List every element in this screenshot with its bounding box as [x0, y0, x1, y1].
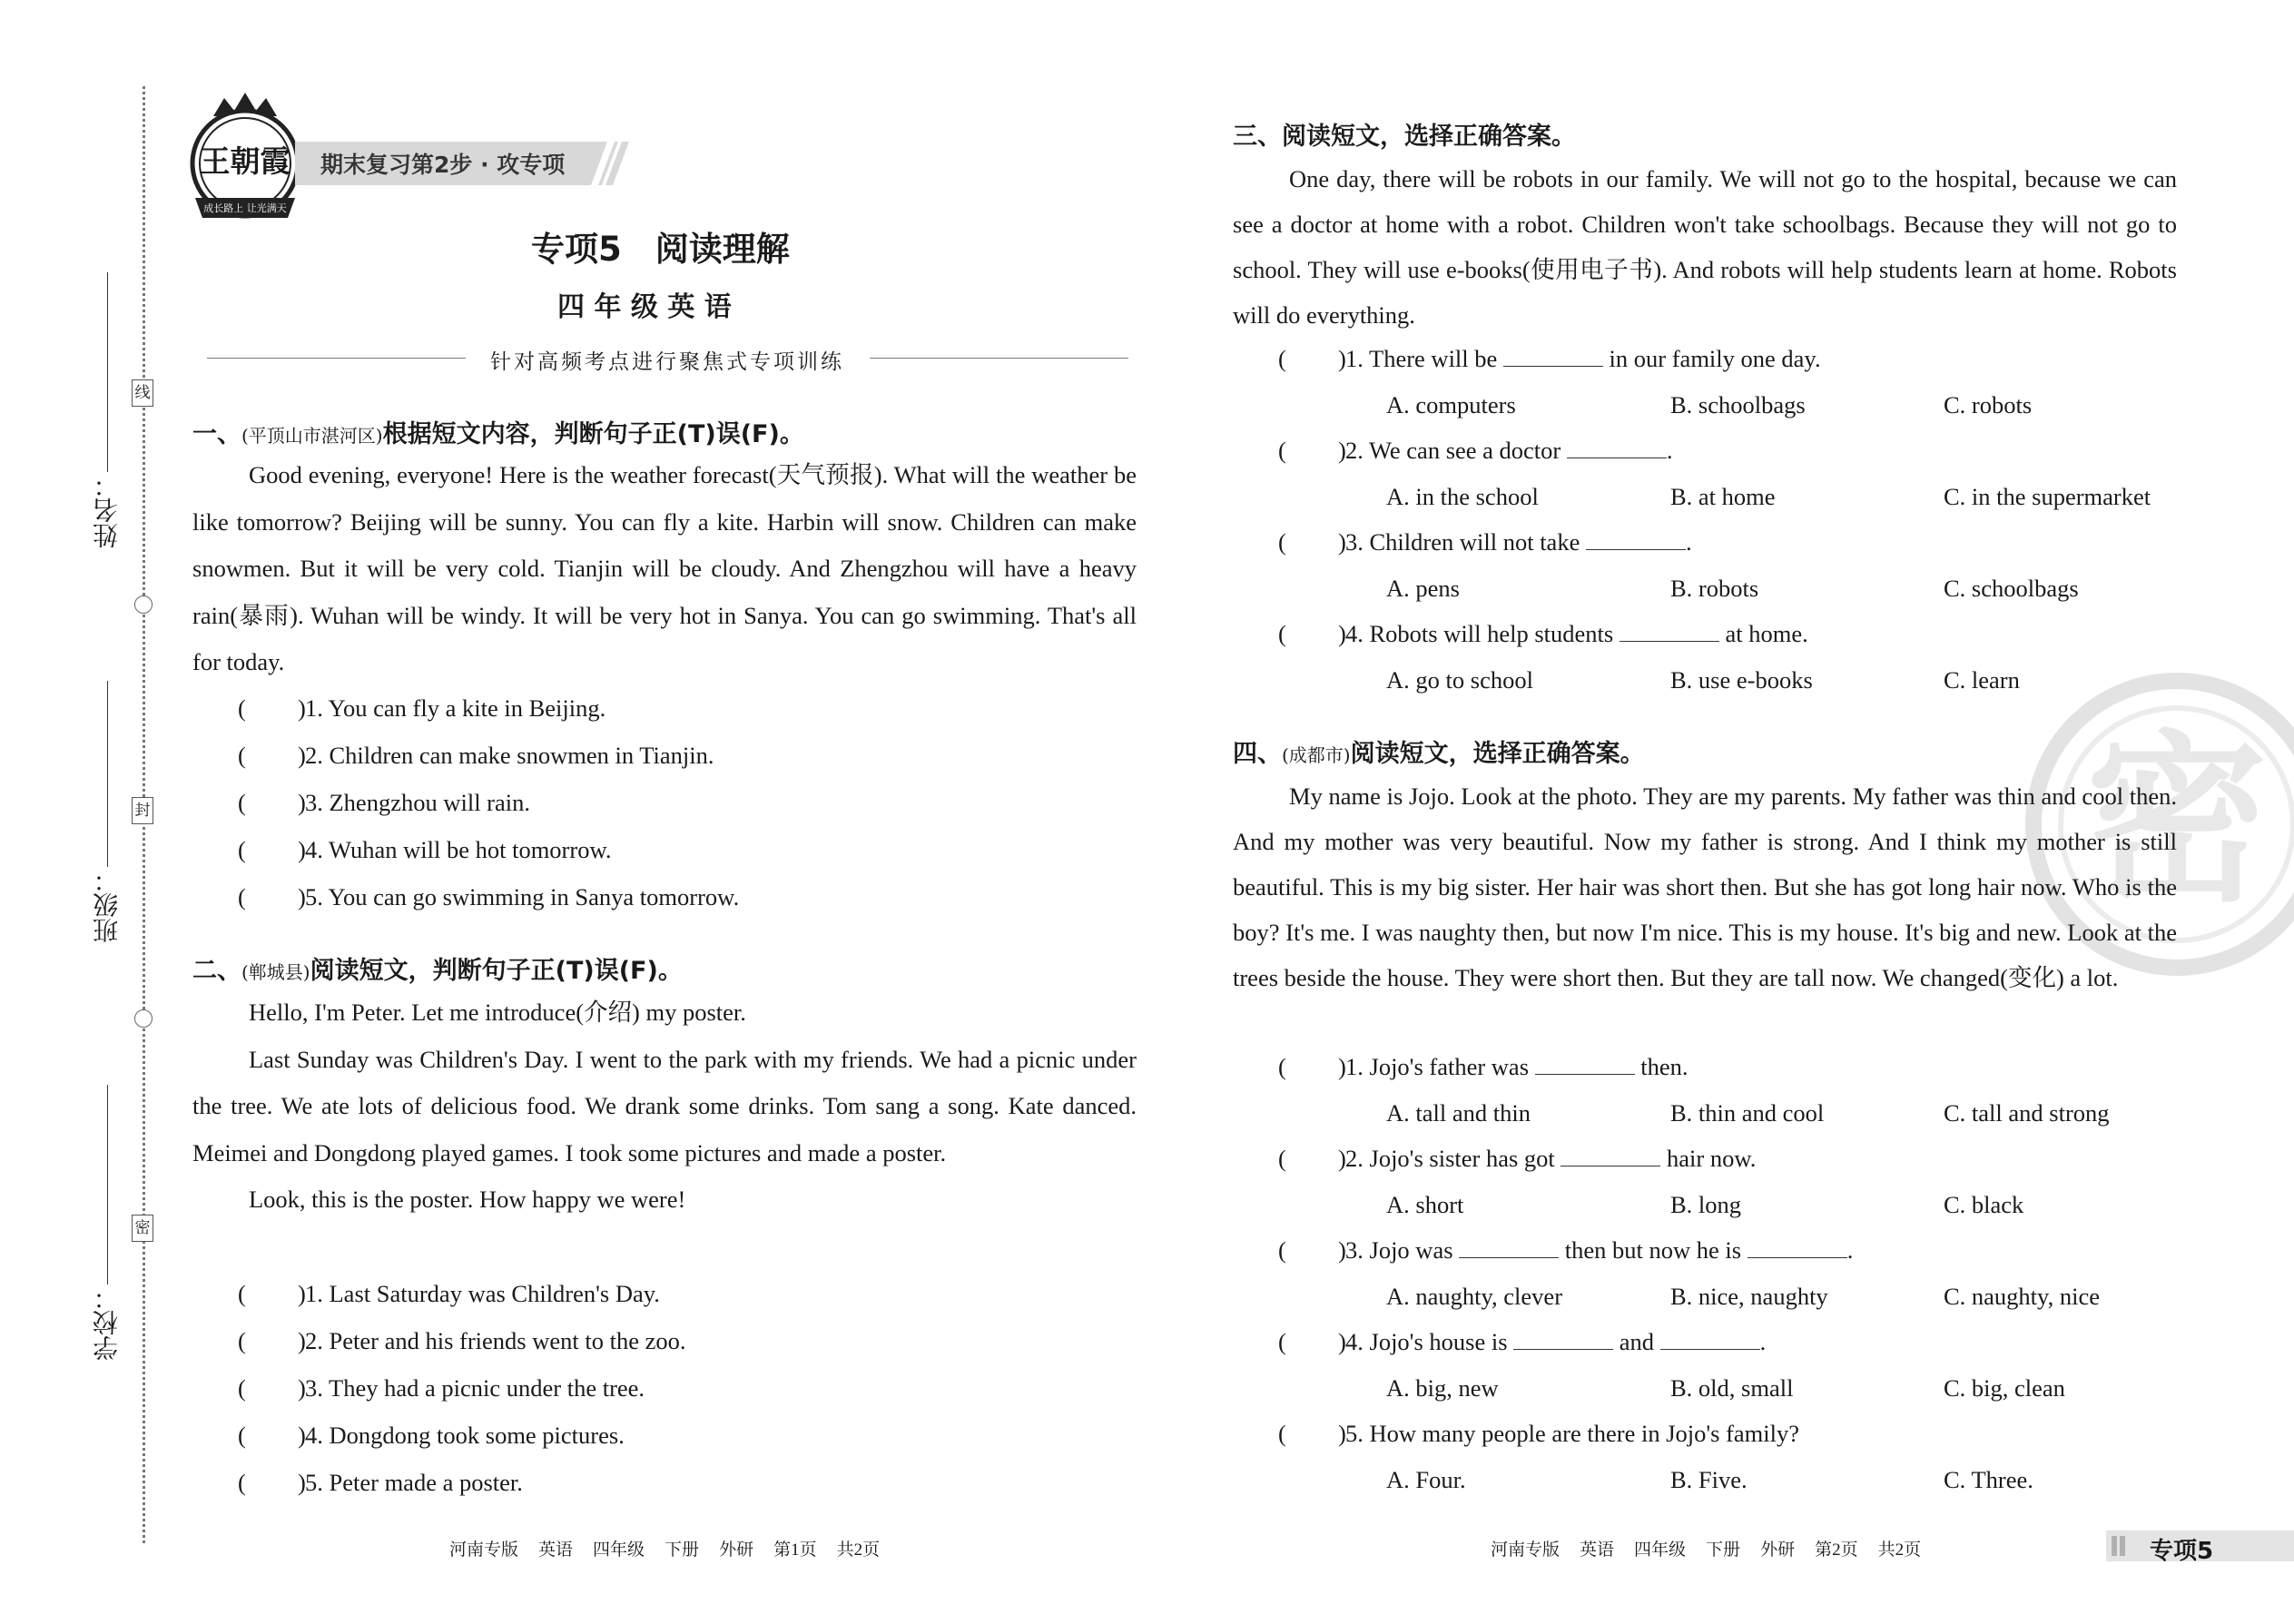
- s3-question-4[interactable]: ( ) 4. Robots will help students at home.: [1278, 620, 1808, 647]
- s3-q3-option-a[interactable]: A. pens: [1386, 575, 1460, 602]
- s3-q1-option-b[interactable]: B. schoolbags: [1670, 391, 1806, 418]
- class-label: 班级：: [92, 867, 122, 943]
- section-3-passage: [1233, 156, 2177, 338]
- s3-q4-option-c[interactable]: C. learn: [1944, 666, 2020, 694]
- name-field-line[interactable]: [107, 272, 108, 472]
- s3-question-2[interactable]: ( ) 2. We can see a doctor .: [1278, 437, 1673, 464]
- page-subtitle: 四 年 级 英 语: [557, 291, 732, 323]
- seal-secret-char: 密: [132, 1215, 153, 1242]
- section-1-passage-text: Good evening, everyone! Here is the weather forecast(天气预报). What will the weather be like tomorrow? Beijing will be sunny. You can fly a kite. Harbin will snow. Children can make snowmen. But it will be very cold. Tianjin will be cloudy. And Zhengzhou will have a heavy rain(暴雨). Wuhan will be windy. It will be very hot in Sanya. You can go swimming. That's all for today.: [192, 461, 1137, 675]
- s4-q1-option-a[interactable]: A. tall and thin: [1386, 1099, 1531, 1127]
- section-1-source: (平顶山市湛河区): [241, 425, 383, 447]
- s2-question-5[interactable]: ( ) 5. Peter made a poster.: [238, 1469, 523, 1496]
- tagline-rule-left: [207, 358, 466, 359]
- s1-question-3[interactable]: ( ) 3. Zhengzhou will rain.: [238, 789, 531, 816]
- footer-right: 河南专版 英语 四年级 下册 外研 第2页 共2页: [1491, 1540, 1922, 1560]
- banner: [295, 138, 631, 189]
- s2-question-1[interactable]: ( ) 1. Last Saturday was Children's Day.: [238, 1280, 660, 1307]
- s4-q5-option-a[interactable]: A. Four.: [1386, 1466, 1466, 1493]
- section-2-paragraph-3: Look, this is the poster. How happy we were!: [249, 1186, 686, 1213]
- s1-question-2[interactable]: ( ) 2. Children can make snowmen in Tianjin.: [238, 742, 714, 769]
- s4-question-1[interactable]: ( ) 1. Jojo's father was then.: [1278, 1053, 1689, 1080]
- name-label: 姓名：: [92, 472, 122, 548]
- s4-q1-option-c[interactable]: C. tall and strong: [1944, 1099, 2110, 1127]
- s4-question-4[interactable]: ( ) 4. Jojo's house is and .: [1278, 1328, 1767, 1355]
- s4-q3-option-b[interactable]: B. nice, naughty: [1670, 1283, 1828, 1310]
- section-1-title: 一、(平顶山市湛河区)根据短文内容，判断句子正(T)误(F)。: [192, 420, 804, 448]
- watermark-char: 密: [2086, 715, 2269, 927]
- s3-q2-option-a[interactable]: A. in the school: [1386, 483, 1539, 510]
- section-2-paragraph-1: Hello, I'm Peter. Let me introduce(介绍) my poster.: [249, 999, 746, 1026]
- section-3-passage-text: One day, there will be robots in our family. We will not go to the hospital, because we can see a doctor at home with a robot. Children won't take schoolbags. Because they will not go to school. They will use e-books(使用电子书). And robots will help students learn at home. Robots will do everything.: [1233, 165, 2177, 329]
- binding-hole-2: [134, 1009, 153, 1028]
- s3-q1-option-c[interactable]: C. robots: [1944, 391, 2033, 418]
- section-3-title: 三、阅读短文，选择正确答案。: [1233, 123, 1576, 151]
- s3-q2-option-c[interactable]: C. in the supermarket: [1944, 483, 2151, 510]
- corner-tab: [2106, 1530, 2294, 1565]
- s4-q4-option-c[interactable]: C. big, clean: [1944, 1374, 2065, 1402]
- s4-q5-option-b[interactable]: B. Five.: [1670, 1466, 1748, 1493]
- s3-q2-option-b[interactable]: B. at home: [1670, 483, 1776, 510]
- s4-q1-option-b[interactable]: B. thin and cool: [1670, 1099, 1825, 1127]
- section-1-passage: [192, 452, 1137, 686]
- section-2-paragraph-2: Last Sunday was Children's Day. I went to the park with my friends. We had a picnic under the tree. We ate lots of delicious food. We drank some drinks. Tom sang a song. Kate danced. Meimei and Dongdong played games. I took some pictures and made a poster.: [192, 1045, 1137, 1166]
- s4-q3-option-a[interactable]: A. naughty, clever: [1386, 1283, 1563, 1310]
- s3-q1-option-a[interactable]: A. computers: [1386, 391, 1516, 418]
- section-4-passage: [1233, 773, 2177, 1000]
- s3-q3-option-c[interactable]: C. schoolbags: [1944, 575, 2079, 602]
- s3-q4-option-b[interactable]: B. use e-books: [1670, 666, 1813, 694]
- corner-tab-dots: [2112, 1536, 2128, 1556]
- s3-question-1[interactable]: ( ) 1. There will be in our family one day.: [1278, 345, 1821, 372]
- brand-logo: [177, 91, 313, 227]
- s4-q2-option-c[interactable]: C. black: [1944, 1191, 2024, 1218]
- s3-q3-option-b[interactable]: B. robots: [1670, 575, 1759, 602]
- s4-question-5[interactable]: ( ) 5. How many people are there in Jojo's family?: [1278, 1420, 1800, 1447]
- banner-text: 期末复习第2步 · 攻专项: [320, 152, 566, 178]
- seal-seal-char: 封: [132, 797, 153, 824]
- seal-line-char: 线: [132, 379, 153, 407]
- logo-ribbon-text: 成长路上 让光满天: [203, 202, 287, 214]
- school-label: 学校：: [92, 1284, 122, 1361]
- footer-left: 河南专版 英语 四年级 下册 外研 第1页 共2页: [449, 1540, 881, 1560]
- s4-question-3[interactable]: ( ) 3. Jojo was then but now he is .: [1278, 1236, 1854, 1264]
- s1-question-1[interactable]: ( ) 1. You can fly a kite in Beijing.: [238, 694, 606, 722]
- s1-question-5[interactable]: ( ) 5. You can go swimming in Sanya tomorrow.: [238, 883, 740, 910]
- s4-question-2[interactable]: ( ) 2. Jojo's sister has got hair now.: [1278, 1145, 1757, 1172]
- s3-question-3[interactable]: ( ) 3. Children will not take .: [1278, 528, 1692, 556]
- s4-q2-option-a[interactable]: A. short: [1386, 1191, 1464, 1218]
- page-title: 专项5 阅读理解: [531, 230, 790, 269]
- section-2-source: (郸城县): [241, 961, 310, 983]
- tagline: 针对高频考点进行聚焦式专项训练: [490, 350, 844, 373]
- s4-q3-option-c[interactable]: C. naughty, nice: [1944, 1283, 2100, 1310]
- tagline-rule-right: [870, 358, 1128, 359]
- logo-text: 王朝霞: [200, 143, 290, 179]
- s4-q5-option-c[interactable]: C. Three.: [1944, 1466, 2033, 1493]
- section-4-title: 四、(成都市)阅读短文，选择正确答案。: [1233, 740, 1645, 768]
- binding-hole-1: [134, 595, 153, 614]
- s3-q4-option-a[interactable]: A. go to school: [1386, 666, 1533, 694]
- section-4-passage-text: My name is Jojo. Look at the photo. They are my parents. My father was thin and cool then. And my mother was very beautiful. Now my father is strong. And I think my mother is still beautiful. This is my big sister. Her hair was short then. But she has got long hair now. Who is the boy? It's me. I was naughty then, but now I'm nice. This is my house. It's big and new. Look at the trees beside the house. They were short then. But they are tall now. We changed(变化) a lot.: [1233, 782, 2177, 991]
- s1-question-4[interactable]: ( ) 4. Wuhan will be hot tomorrow.: [238, 836, 612, 863]
- s2-question-4[interactable]: ( ) 4. Dongdong took some pictures.: [238, 1422, 625, 1449]
- s2-question-2[interactable]: ( ) 2. Peter and his friends went to the zoo.: [238, 1327, 686, 1354]
- section-2-title: 二、(郸城县)阅读短文，判断句子正(T)误(F)。: [192, 957, 683, 985]
- s4-q4-option-b[interactable]: B. old, small: [1670, 1374, 1794, 1402]
- s2-question-3[interactable]: ( ) 3. They had a picnic under the tree.: [238, 1374, 645, 1402]
- s4-q2-option-b[interactable]: B. long: [1670, 1191, 1742, 1218]
- section-2-passage: [192, 989, 1137, 1224]
- corner-tab-label: 专项5: [2150, 1538, 2214, 1565]
- section-4-source: (成都市): [1282, 744, 1351, 766]
- school-field-line[interactable]: [107, 1085, 108, 1284]
- s4-q4-option-a[interactable]: A. big, new: [1386, 1374, 1499, 1402]
- class-field-line[interactable]: [107, 681, 108, 867]
